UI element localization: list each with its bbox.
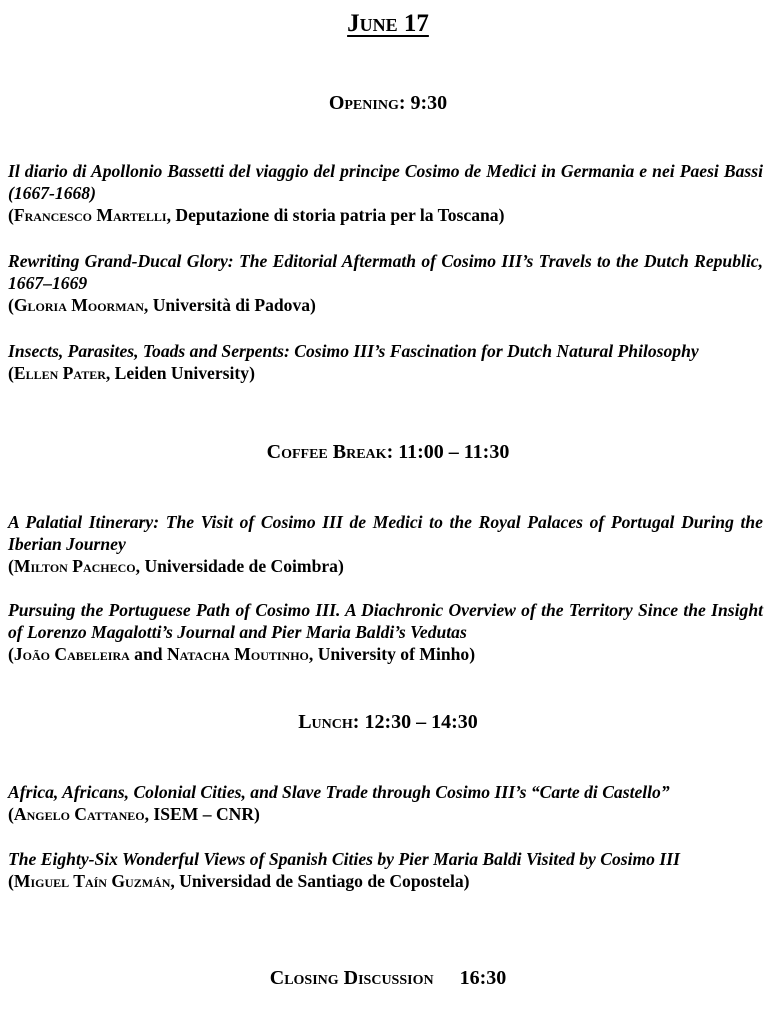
speaker-affiliation: , Deputazione di storia patria per la Toscana) xyxy=(166,205,505,225)
speaker-name: Natacha Moutinho xyxy=(166,644,309,664)
speaker-name: Angelo Cattaneo xyxy=(13,804,145,824)
talk-title: Rewriting Grand-Ducal Glory: The Editorial Aftermath of Cosimo III’s Travels to the Dutch Republic, 1667–1669 xyxy=(8,251,763,293)
talk-entry xyxy=(8,848,763,892)
speaker-connector: and xyxy=(129,644,167,664)
section-label: Opening xyxy=(328,92,399,114)
speaker-name: Gloria Moorman xyxy=(13,295,144,315)
talk-title: A Palatial Itinerary: The Visit of Cosimo III de Medici to the Royal Palaces of Portugal During the Iberian Journey xyxy=(8,512,763,554)
talk-speaker-line: (Francesco Martelli, Deputazione di storia patria per la Toscana) xyxy=(8,205,505,225)
talk-speaker-line: (João Cabeleira and Natacha Moutinho, University of Minho) xyxy=(8,644,476,664)
section-time: : 9:30 xyxy=(398,92,448,114)
talk-entry xyxy=(8,250,763,316)
section-heading-closing xyxy=(0,967,776,990)
talk-title: Pursuing the Portuguese Path of Cosimo III. A Diachronic Overview of the Territory Since the Insight of Lorenzo Magalotti’s Journal and Pier Maria Baldi’s Vedutas xyxy=(8,600,763,642)
section-label: Lunch xyxy=(298,711,353,733)
talk-entry xyxy=(8,160,763,226)
talk-entry xyxy=(8,340,763,384)
talk-title: Africa, Africans, Colonial Cities, and Slave Trade through Cosimo III’s “Carte di Castello” xyxy=(8,782,670,802)
section-label: Closing Discussion xyxy=(269,967,434,989)
speaker-affiliation: , Universidade de Coimbra) xyxy=(135,556,344,576)
section-time: : 11:00 – 11:30 xyxy=(386,441,510,463)
talk-entry xyxy=(8,781,763,825)
talk-title: Insects, Parasites, Toads and Serpents: Cosimo III’s Fascination for Dutch Natural Philosophy xyxy=(8,341,699,361)
speaker-affiliation: , Leiden University) xyxy=(105,363,255,383)
speaker-affiliation: , ISEM – CNR) xyxy=(144,804,260,824)
talk-entry xyxy=(8,599,763,665)
page-title: June 17 xyxy=(347,10,429,37)
talk-speaker-line: (Angelo Cattaneo, ISEM – CNR) xyxy=(8,804,260,824)
talk-speaker-line: (Gloria Moorman, Università di Padova) xyxy=(8,295,316,315)
section-heading-lunch xyxy=(0,711,776,734)
talk-entry xyxy=(8,511,763,577)
section-heading-coffee-break xyxy=(0,441,776,464)
section-time: 16:30 xyxy=(459,967,507,989)
speaker-affiliation: , Universidad de Santiago de Copostela) xyxy=(170,871,470,891)
talk-title: Il diario di Apollonio Bassetti del viaggio del principe Cosimo de Medici in Germania e nei Paesi Bassi (1667-1668) xyxy=(8,161,763,203)
speaker-affiliation: , University of Minho) xyxy=(308,644,476,664)
section-heading-opening xyxy=(0,92,776,115)
talk-title: The Eighty-Six Wonderful Views of Spanish Cities by Pier Maria Baldi Visited by Cosimo III xyxy=(8,849,680,869)
section-label: Coffee Break xyxy=(266,441,387,463)
speaker-name: João Cabeleira xyxy=(13,644,130,664)
speaker-name: Miguel Taín Guzmán xyxy=(13,871,171,891)
speaker-name: Ellen Pater xyxy=(13,363,106,383)
section-time: : 12:30 – 14:30 xyxy=(352,711,478,733)
talk-speaker-line: (Ellen Pater, Leiden University) xyxy=(8,363,255,383)
speaker-name: Milton Pacheco xyxy=(13,556,136,576)
talk-speaker-line: (Milton Pacheco, Universidade de Coimbra) xyxy=(8,556,344,576)
speaker-affiliation: , Università di Padova) xyxy=(143,295,316,315)
speaker-name: Francesco Martelli xyxy=(13,205,167,225)
talk-speaker-line: (Miguel Taín Guzmán, Universidad de Santiago de Copostela) xyxy=(8,871,470,891)
